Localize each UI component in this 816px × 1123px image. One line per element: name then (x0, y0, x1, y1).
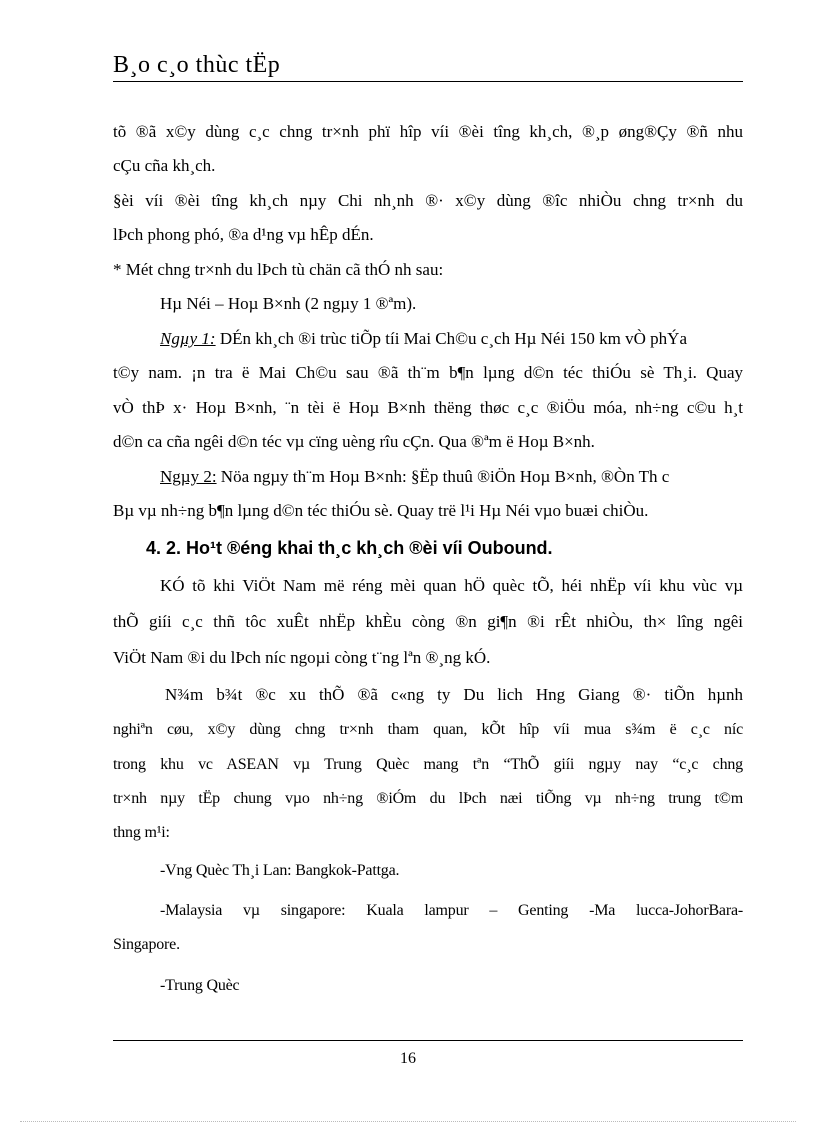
body-line: lÞch phong phó, ®a d¹ng vµ hÊp dÉn. (113, 225, 374, 244)
body-line: thng m¹i: (113, 824, 170, 841)
page-edge-dotted-line (20, 1121, 796, 1122)
body-line: vÒ thÞ x· Hoµ B×nh, ¨n tèi ë Hoµ B×nh thëng thøc c¸c ®iÖu móa, nh÷ng c©u h¸t (113, 398, 743, 417)
body-line: ViÖt Nam ®i du lÞch níc ngoµi còng t¨ng lªn ®¸ng kÓ. (113, 648, 491, 667)
body-line: thÕ giíi c¸c thñ tôc xuÊt nhËp khÈu còng ®n gi¶n ®i rÊt nhiÒu, th× lîng ngêi (113, 612, 743, 631)
page-header-title: B¸o c¸o thùc tËp (113, 52, 281, 78)
body-line: trong khu vc ASEAN vµ Trung Quèc mang tªn “ThÕ giíi ngµy nay “c¸c chng (113, 756, 743, 773)
header-divider (113, 81, 743, 82)
list-item: -Trung Quèc (160, 977, 240, 994)
body-line: cÇu cña kh¸ch. (113, 156, 216, 175)
body-line: t©y nam. ¡n tra ë Mai Ch©u sau ®ã th¨m b¶n lµng d©n téc thiÓu sè Th¸i. Quay (113, 363, 743, 382)
body-line: N¾m b¾t ®c xu thÕ ®ã c«ng ty Du lich Hng Giang ®· tiÕn hµnh (165, 685, 743, 704)
body-line: nghiªn cøu, x©y dùng chng tr×nh tham quan, kÕt hîp víi mua s¾m ë c¸c níc (113, 721, 743, 738)
body-line: Bµ vµ nh÷ng b¶n lµng d©n téc thiÓu sè. Quay trë l¹i Hµ Néi vµo buæi chiÒu. (113, 501, 649, 520)
body-line: tõ ®ã x©y dùng c¸c chng tr×nh phï hîp víi ®èi tîng kh¸ch, ®¸p øng®Çy ®ñ nhu (113, 122, 743, 141)
body-text: DÉn kh¸ch ®i trùc tiÕp tíi Mai Ch©u c¸ch Hµ Néi 150 km vÒ phÝa (215, 329, 688, 348)
list-item: -Malaysia vµ singapore: Kuala lampur – Genting -Ma lucca-JohorBara- (160, 902, 743, 919)
list-item: -Vng Quèc Th¸i Lan: Bangkok-Pattga. (160, 862, 400, 879)
day-label: Ngµy 2: (160, 467, 217, 486)
body-line: §èi víi ®èi tîng kh¸ch nµy Chi nh¸nh ®· x©y dùng ®îc nhiÒu chng tr×nh du (113, 191, 743, 210)
body-text: Nöa ngµy th¨m Hoµ B×nh: §Ëp thuû ®iÖn Hoµ B×nh, ®Òn Th c (216, 467, 670, 486)
footer-divider (113, 1040, 743, 1041)
day-label: Ngµy 1: (160, 329, 216, 348)
body-line: * Mét chng tr×nh du lÞch tù chän cã thÓ nh sau: (113, 260, 444, 279)
body-line: tr×nh nµy tËp chung vµo nh÷ng ®iÓm du lÞch næi tiÕng vµ nh÷ng trung t©m (113, 790, 743, 807)
page-number: 16 (400, 1050, 416, 1067)
body-line (160, 329, 687, 349)
body-line: Hµ Néi – Hoµ B×nh (2 ngµy 1 ®ªm). (160, 294, 417, 313)
body-line: d©n ca cña ngêi d©n téc vµ cïng uèng rîu cÇn. Qua ®ªm ë Hoµ B×nh. (113, 432, 595, 451)
body-line (160, 467, 669, 487)
section-heading: 4. 2. Ho¹t ®éng khai th¸c kh¸ch ®èi víi Oubound. (146, 538, 553, 558)
body-line: Singapore. (113, 936, 180, 953)
body-line: KÓ tõ khi ViÖt Nam më réng mèi quan hÖ quèc tÕ, héi nhËp víi khu vùc vµ (160, 576, 743, 595)
